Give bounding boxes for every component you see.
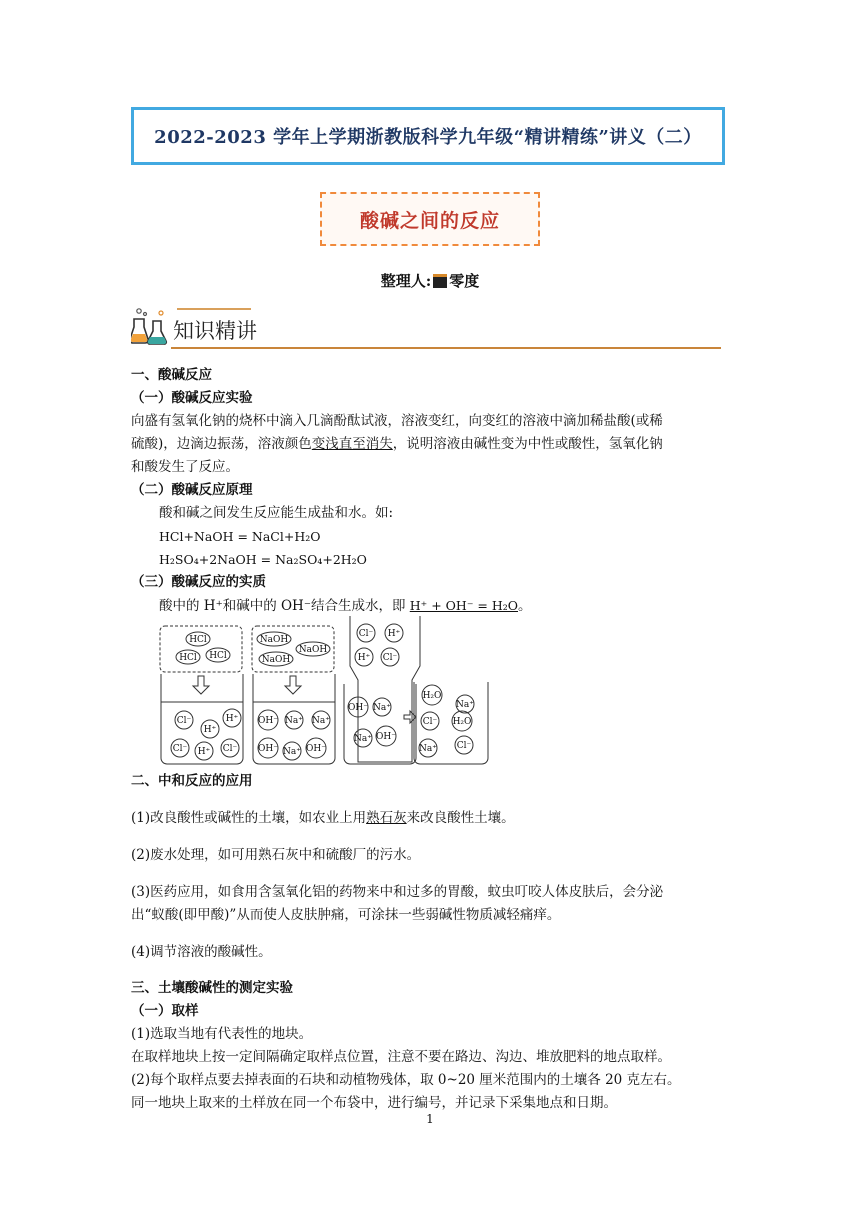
b4-ion-4: Na⁺ — [419, 744, 437, 754]
s1-p1b — [131, 433, 731, 456]
section-1 — [131, 364, 731, 618]
b3-ion-3: OH⁻ — [376, 732, 396, 742]
s1-p1c: 和酸发生了反应。 — [131, 459, 239, 475]
s1-p1b-post: ，说明溶液由碱性变为中性或酸性，氢氧化钠 — [392, 436, 663, 452]
s1-p3-pre: 酸中的 H⁺和碱中的 OH⁻结合生成水，即 — [159, 598, 410, 614]
b1-drop-1: HCl — [179, 653, 197, 663]
b2-ion-0: OH⁻ — [258, 716, 278, 726]
s1-p3-post: 。 — [518, 598, 532, 614]
b2-drop-2: NaOH — [261, 655, 291, 665]
b1-ion-1: H⁺ — [203, 725, 217, 735]
b4-ion-5: Cl⁻ — [456, 741, 472, 751]
s1-sub1-title: （一）酸碱反应实验 — [131, 390, 253, 406]
b3-top-0: Cl⁻ — [358, 629, 374, 639]
compiler-prefix: 整理人: — [380, 272, 432, 290]
b1-ion-5: Cl⁻ — [222, 744, 238, 754]
s1-eq2: H₂SO₄+2NaOH = Na₂SO₄+2H₂O — [159, 552, 367, 567]
b1-drop-0: HCl — [189, 635, 207, 645]
s3-line-2: 在取样地块上按一定间隔确定取样点位置，注意不要在路边、沟边、堆放肥料的地点取样。 — [131, 1049, 671, 1065]
compiler-line — [0, 270, 860, 291]
s2-i1-underlined: 熟石灰 — [366, 810, 407, 826]
s3-line-4: 同一地块上取来的土样放在同一个布袋中，进行编号，并记录下采集地点和日期。 — [131, 1095, 617, 1111]
s2-item-1 — [131, 807, 731, 830]
b4-ion-0: H₂O — [422, 691, 442, 701]
s2-item-2: (2)废水处理，如可用熟石灰中和硫酸厂的污水。 — [131, 847, 421, 863]
s2-item-3b: 出“蚁酸(即甲酸)”从而使人皮肤肿痛，可涂抹一些弱碱性物质减轻痛痒。 — [131, 907, 561, 923]
s2-item-4: (4)调节溶液的酸碱性。 — [131, 944, 272, 960]
b1-ion-3: Cl⁻ — [172, 744, 188, 754]
b2-ion-4: Na⁺ — [283, 747, 301, 757]
section-banner-label: 知识精讲 — [173, 319, 257, 343]
s3-sub1-title: （一）取样 — [131, 1003, 199, 1019]
s1-title: 一、酸碱反应 — [131, 367, 212, 383]
s3-line-1: (1)选取当地有代表性的地块。 — [131, 1026, 313, 1042]
compiler-name: 零度 — [449, 272, 480, 290]
b1-ion-0: Cl⁻ — [176, 716, 192, 726]
b2-drop-1: NaOH — [298, 645, 328, 655]
b2-ion-3: OH⁻ — [258, 744, 278, 754]
compiler-avatar-icon — [433, 274, 447, 288]
s1-p3-equation: H⁺ + OH⁻ = H₂O — [409, 598, 518, 613]
section-2 — [131, 770, 731, 964]
knowledge-section-banner — [131, 305, 721, 349]
s2-item-3a: (3)医药应用，如食用含氢氧化铝的药物来中和过多的胃酸，蚊虫叮咬人体皮肤后，会分泌 — [131, 884, 664, 900]
s1-p1a: 向盛有氢氧化钠的烧杯中滴入几滴酚酞试液，溶液变红，向变红的溶液中滴加稀盐酸(或稀 — [131, 413, 663, 429]
b2-ion-1: Na⁺ — [285, 716, 303, 726]
b3-top-1: H⁺ — [387, 629, 401, 639]
s1-p2: 酸和碱之间发生反应能生成盐和水。如: — [159, 505, 394, 521]
s2-i1-pre: (1)改良酸性或碱性的土壤，如农业上用 — [131, 810, 367, 826]
s1-p1b-underlined: 变浅直至消失 — [311, 436, 393, 452]
b3-ion-2: Na⁺ — [354, 734, 372, 744]
chemistry-flask-icon — [131, 307, 169, 347]
neutralization-diagram — [158, 614, 498, 766]
b3-top-2: H⁺ — [357, 653, 371, 663]
b2-ion-2: Na⁺ — [312, 716, 330, 726]
s3-line-3: (2)每个取样点要去掉表面的石块和动植物残体，取 0~20 厘米范围内的土壤各 20 克左右。 — [131, 1072, 681, 1088]
section-3 — [131, 977, 741, 1115]
b1-ion-2: H⁺ — [225, 714, 239, 724]
s2-title: 二、中和反应的应用 — [131, 773, 253, 789]
b1-drop-2: HCl — [209, 651, 227, 661]
s1-sub2-title: （二）酸碱反应原理 — [131, 482, 253, 498]
b2-ion-5: OH⁻ — [306, 744, 326, 754]
s1-p1b-pre: 硫酸)，边滴边振荡，溶液颜色 — [131, 436, 312, 452]
page-number: 1 — [426, 1112, 434, 1126]
b4-ion-3: H₂O — [452, 717, 472, 727]
s1-eq1: HCl+NaOH = NaCl+H₂O — [159, 529, 321, 544]
s2-i1-post: 来改良酸性土壤。 — [406, 810, 515, 826]
s1-sub3-title: （三）酸碱反应的实质 — [131, 574, 266, 590]
sub-title: 酸碱之间的反应 — [320, 192, 540, 246]
s3-title: 三、土壤酸碱性的测定实验 — [131, 980, 293, 996]
b4-ion-2: Cl⁻ — [422, 717, 438, 727]
b4-ion-1: Na⁺ — [456, 700, 474, 710]
b2-drop-0: NaOH — [259, 635, 289, 645]
b1-ion-4: H⁺ — [197, 747, 211, 757]
main-title: 2022-2023 学年上学期浙教版科学九年级“精讲精练”讲义（二） — [131, 107, 725, 165]
b3-ion-1: Na⁺ — [373, 703, 391, 713]
b3-ion-0: OH⁻ — [348, 703, 368, 713]
b3-top-3: Cl⁻ — [382, 653, 398, 663]
